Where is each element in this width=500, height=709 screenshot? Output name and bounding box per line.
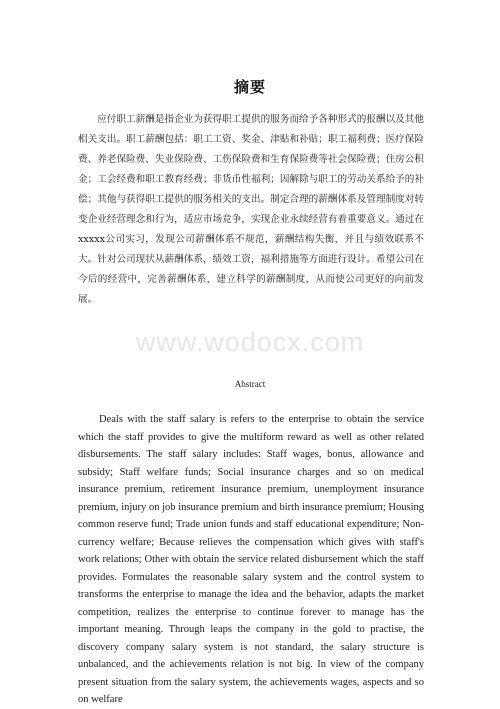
- watermark: www.wodocx.com: [135, 327, 365, 357]
- english-abstract-title: Abstract: [234, 379, 266, 389]
- english-abstract-body: Deals with the staff salary is refers to the enterprise to obtain the service which the staff provides to give the multiform reward as well as other related disbursements. The staff salary includes: Staff wages, bonus, allowance and subsidy; Staff welfare funds; Social insurance charges and so on medical insurance premium, retirement insurance premium, unemployment insurance premium, injury on job insurance premium and birth insurance premium; Housing common reserve fund; Trade union funds and staff educational expenditure; Non-currency welfare; Because relieves the compensation which gives with staff's work relations; Other with obtain the service related disbursement which the staff provides. Formulates the reasonable salary system and the control system to transforms the enterprise to manage the idea and the behavior, adapts the market competition, realizes the enterprise to continue forever to manage has the important meaning. Through leaps the company in the gold to practise, the discovery company salary system is not standard, the salary structure is unbalanced, and the achievements relation is not big. In view of the company present situation from the salary system, the achievements wages, aspects and so on welfare: [78, 414, 424, 705]
- chinese-abstract-body: 应付职工薪酬是指企业为获得职工提供的服务而给予各种形式的报酬以及其他相关支出。职工薪酬包括：职工工资、奖金、津贴和补贴；职工福利费；医疗保险费、养老保险费、失业保险费、工伤保险费和生育保险费等社会保险费；住房公积金；工会经费和职工教育经费；非货币性福利；因解除与职工的劳动关系给予的补偿；其他与获得职工提供的服务相关的支出。制定合理的薪酬体系及管理制度对转变企业经营理念和行为，适应市场竞争，实现企业永续经营有着重要意义。通过在xxxxx公司实习，发现公司薪酬体系不规范，薪酬结构失衡，并且与绩效联系不大。针对公司现状从薪酬体系，绩效工资，福利措施等方面进行设计。希望公司在今后的经营中，完善薪酬体系，建立科学的薪酬制度，从而使公司更好的向前发展。: [78, 114, 424, 305]
- chinese-abstract-title: 摘要: [233, 78, 266, 96]
